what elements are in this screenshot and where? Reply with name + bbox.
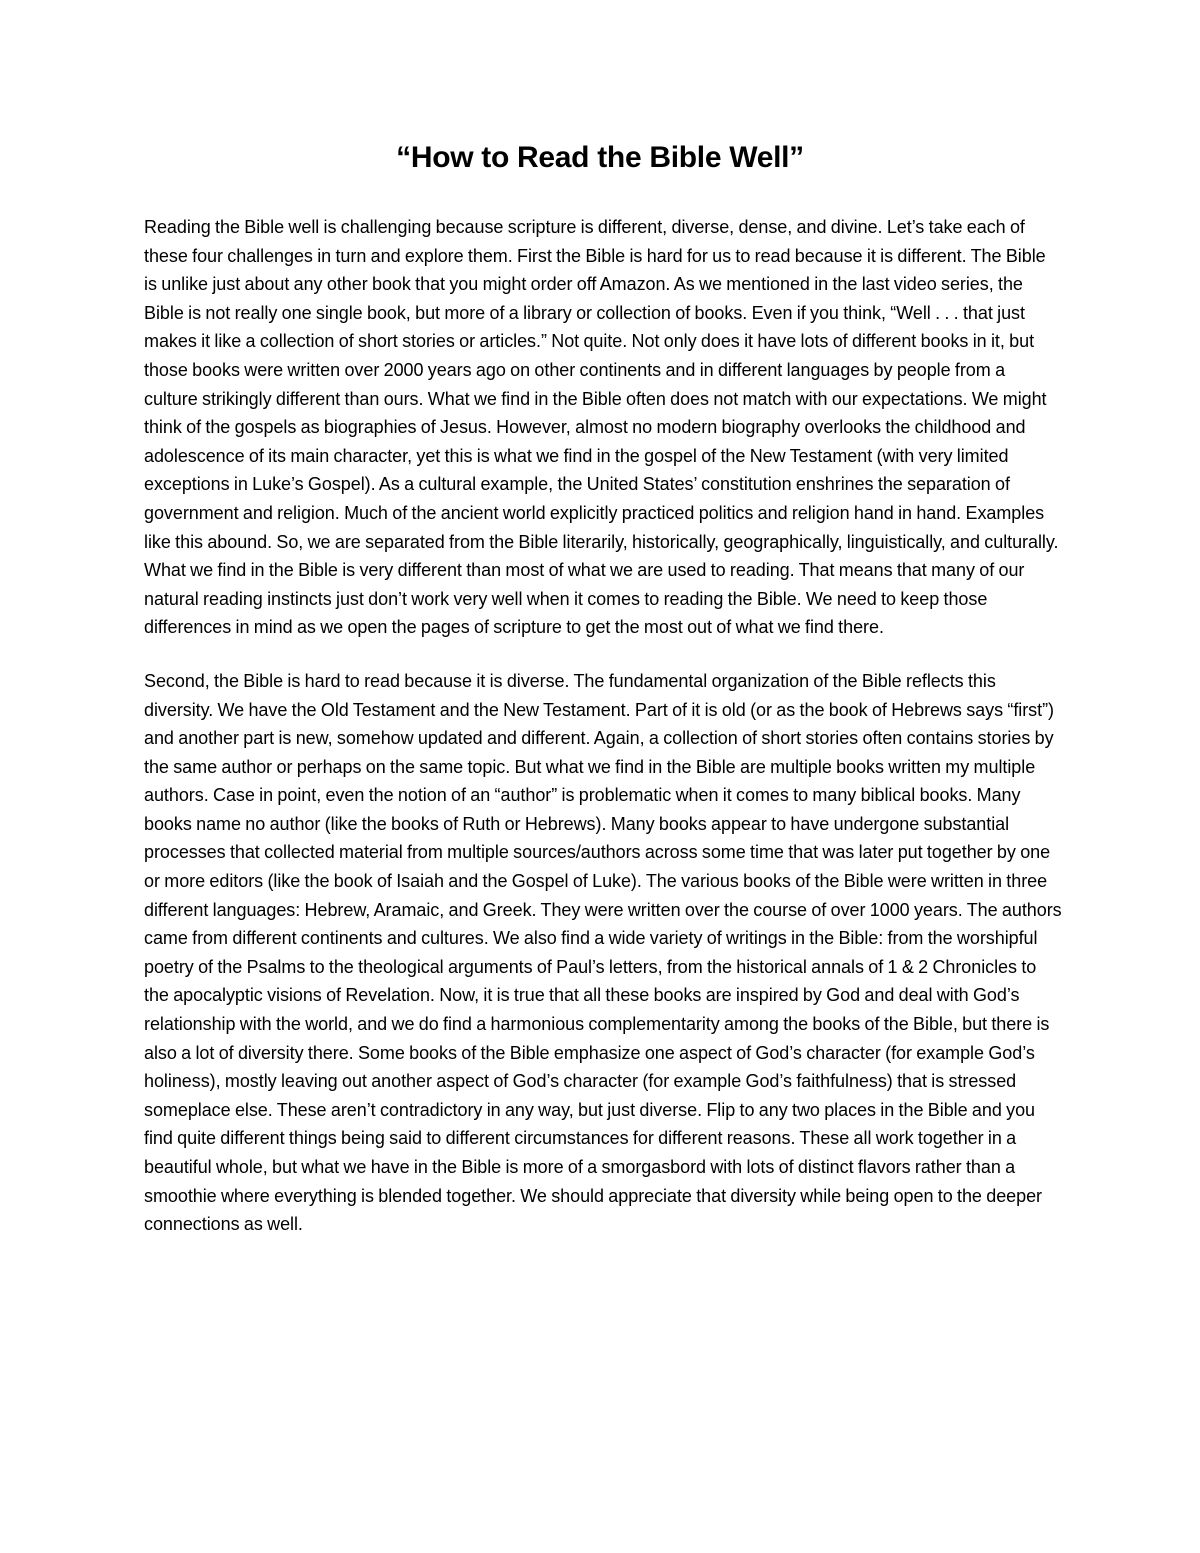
paragraph-different: Reading the Bible well is challenging because scripture is different, diverse, dense, and divine. Let’s take each of these four challenges in turn and explore them. First the Bible is hard for us to read because it is different. The Bible is unlike just about any other book that you might order off Amazon. As we mentioned in the last video series, the Bible is not really one single book, but more of a library or collection of books. Even if you think, “Well . . . that just makes it like a collection of short stories or articles.” Not quite. Not only does it have lots of different books in it, but those books were written over 2000 years ago on other continents and in different languages by people from a culture strikingly different than ours. What we find in the Bible often does not match with our expectations. We might think of the gospels as biographies of Jesus. However, almost no modern biography overlooks the childhood and adolescence of its main character, yet this is what we find in the gospel of the New Testament (with very limited exceptions in Luke’s Gospel). As a cultural example, the United States’ constitution enshrines the separation of government and religion. Much of the ancient world explicitly practiced politics and religion hand in hand. Examples like this abound. So, we are separated from the Bible literarily, historically, geographically, linguistically, and culturally. What we find in the Bible is very different than most of what we are used to reading. That means that many of our natural reading instincts just don’t work very well when it comes to reading the Bible. We need to keep those differences in mind as we open the pages of scripture to get the most out of what we find there. [144,217,1059,638]
paragraph-diverse: Second, the Bible is hard to read because it is diverse. The fundamental organization of the Bible reflects this diversity. We have the Old Testament and the New Testament. Part of it is old (or as the book of Hebrews says “first”) and another part is new, somehow updated and different. Again, a collection of short stories often contains stories by the same author or perhaps on the same topic. But what we find in the Bible are multiple books written my multiple authors. Case in point, even the notion of an “author” is problematic when it comes to many biblical books. Many books name no author (like the books of Ruth or Hebrews). Many books appear to have undergone substantial processes that collected material from multiple sources/authors across some time that was later put together by one or more editors (like the book of Isaiah and the Gospel of Luke). The various books of the Bible were written in three different languages: Hebrew, Aramaic, and Greek. They were written over the course of over 1000 years. The authors came from different continents and cultures. We also find a wide variety of writings in the Bible: from the worshipful poetry of the Psalms to the theological arguments of Paul’s letters, from the historical annals of 1 & 2 Chronicles to the apocalyptic visions of Revelation. Now, it is true that all these books are inspired by God and deal with God’s relationship with the world, and we do find a harmonious complementarity among the books of the Bible, but there is also a lot of diversity there. Some books of the Bible emphasize one aspect of God’s character (for example God’s holiness), mostly leaving out another aspect of God’s character (for example God’s faithfulness) that is stressed someplace else. These aren’t contradictory in any way, but just diverse. Flip to any two places in the Bible and you find quite different things being said to different circumstances for different reasons. These all work together in a beautiful whole, but what we have in the Bible is more of a smorgasbord with lots of distinct flavors rather than a smoothie where everything is blended together. We should appreciate that diversity while being open to the deeper connections as well. [144,670,1062,1235]
document-title: “How to Read the Bible Well” [396,141,804,174]
document-body [144,213,1062,1264]
